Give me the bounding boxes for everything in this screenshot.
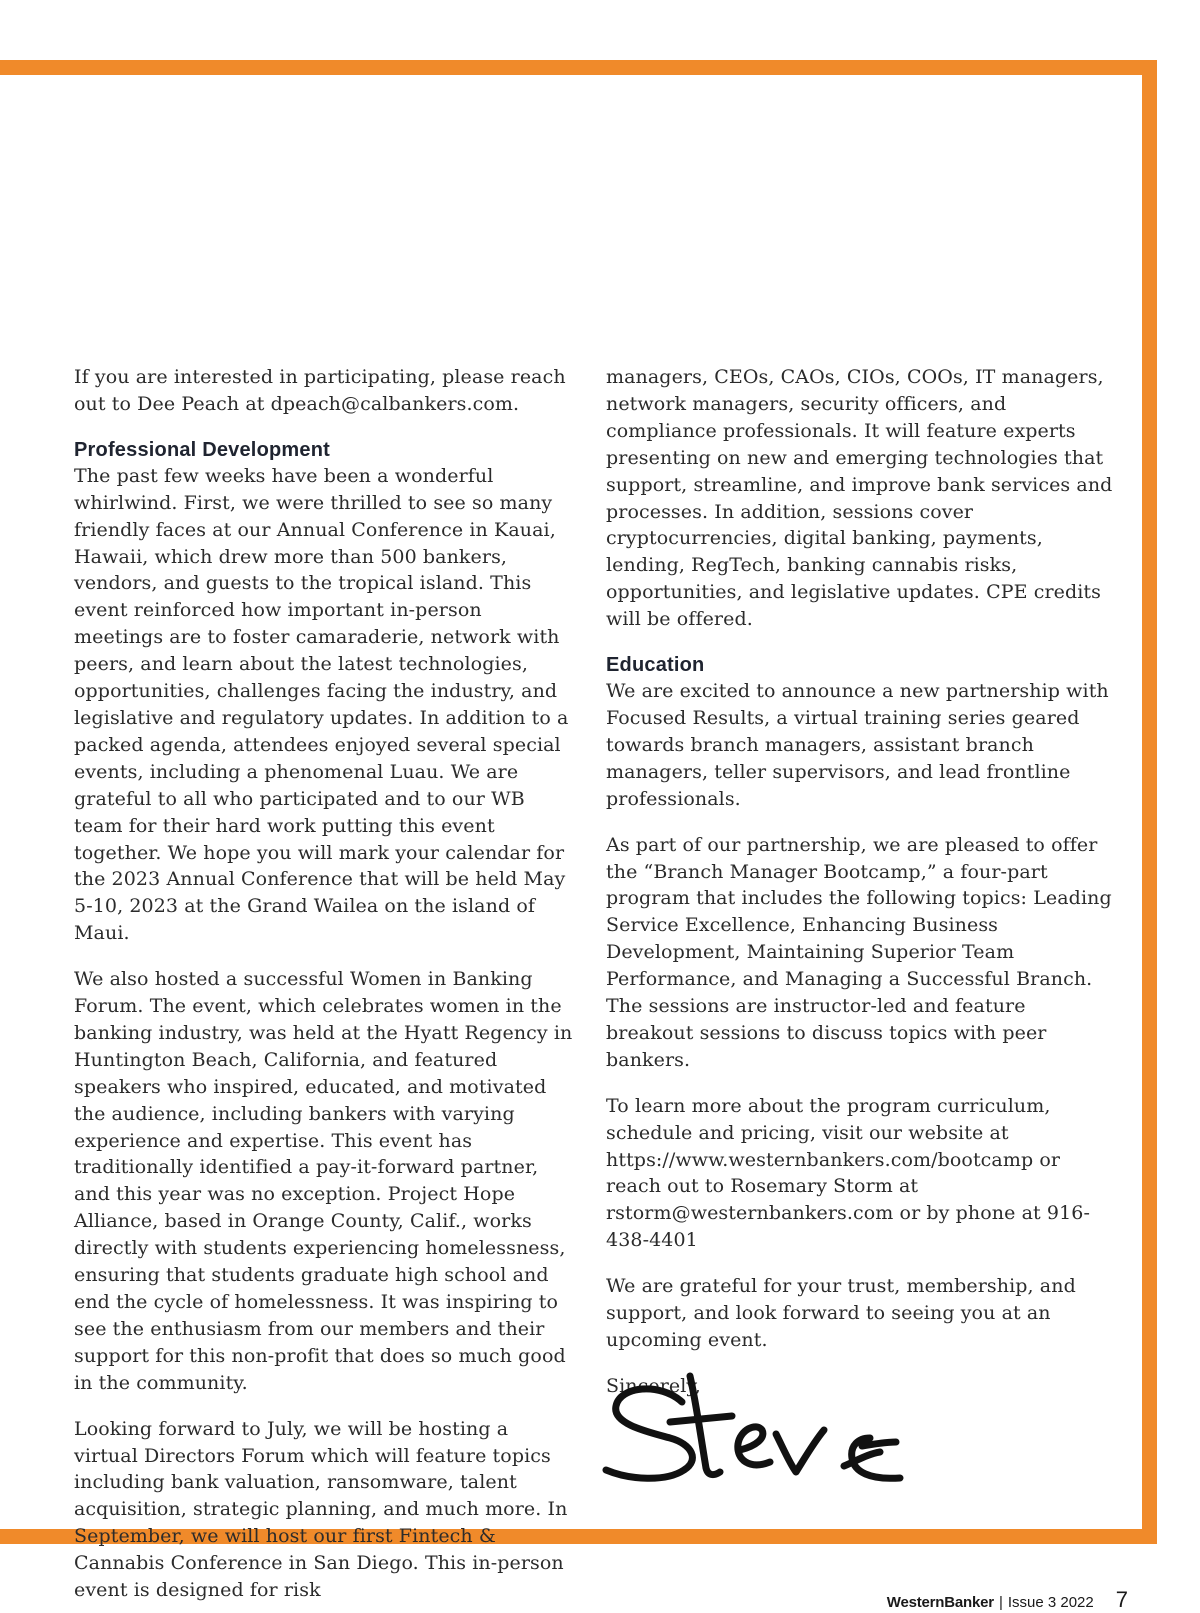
right-column <box>606 364 1114 1419</box>
bootcamp-paragraph: As part of our partnership, we are pleased to offer the “Branch Manager Bootcamp,” a four-part program that includes the following topics: Leading Service Excellence, Enhancing Business Development, Maintaining Superior Team Performance, and Managing a Successful Branch. The sessions are instructor-led and feature breakout sessions to discuss topics with peer bankers. <box>606 833 1112 1071</box>
intro-paragraph: If you are interested in participating, please reach out to Dee Peach at dpeach@calbankers.com. <box>74 366 566 415</box>
footer-separator: | <box>998 1594 1003 1611</box>
left-column <box>74 364 574 1604</box>
looking-forward-paragraph: Looking forward to July, we will be hosting a virtual Directors Forum which will feature topics including bank valuation, ransomware, talent acquisition, strategic planning, and much more. In September, we will host our first Fintech & Cannabis Conference in San Diego. This in-person event is designed for risk <box>74 1417 568 1602</box>
magazine-name: WesternBanker <box>886 1594 994 1611</box>
learn-more-paragraph: To learn more about the program curriculum, schedule and pricing, visit our website at https://www.westernbankers.com/bootcamp or reach out to Rosemary Storm at rstorm@westernbankers.com or by phone at 916-438-4401 <box>606 1094 1090 1252</box>
professional-development-heading: Professional Development <box>74 438 330 461</box>
page-footer <box>887 1587 1128 1613</box>
page-number: 7 <box>1115 1587 1128 1612</box>
education-heading: Education <box>606 654 705 677</box>
signature-steve <box>600 1372 960 1508</box>
partnership-paragraph: We are excited to announce a new partnership with Focused Results, a virtual training series geared towards branch managers, assistant branch managers, teller supervisors, and lead frontline professionals. <box>606 680 1109 810</box>
issue-label: Issue 3 2022 <box>1007 1594 1094 1611</box>
grateful-paragraph: We are grateful for your trust, membership, and support, and look forward to seeing you at an upcoming event. <box>606 1275 1076 1351</box>
orange-frame-right <box>1142 60 1157 1544</box>
closing-text: Sincerely, <box>606 1374 701 1397</box>
women-forum-paragraph: We also hosted a successful Women in Banking Forum. The event, which celebrates women in the banking industry, was held at the Hyatt Regency in Huntington Beach, California, and featured speakers who inspired, educated, and motivated the audience, including bankers with varying experience and expertise. This event has traditionally identified a pay-it-forward partner, and this year was no exception. Project Hope Alliance, based in Orange County, Calif., works directly with students experiencing homelessness, ensuring that students graduate high school and end the cycle of homelessness. It was inspiring to see the enthusiasm from our members and their support for this non-profit that does so much good in the community. <box>74 968 573 1394</box>
conference-paragraph: The past few weeks have been a wonderful whirlwind. First, we were thrilled to see so many friendly faces at our Annual Conference in Kauai, Hawaii, which drew more than 500 bankers, vendors, and guests to the tropical island. This event reinforced how important in-person meetings are to foster camaraderie, network with peers, and learn about the latest technologies, opportunities, challenges facing the industry, and legislative and regulatory updates. In addition to a packed agenda, attendees enjoyed several special events, including a phenomenal Luau. We are grateful to all who participated and to our WB team for their hard work putting this event together. We hope you will mark your calendar for the 2023 Annual Conference that will be held May 5-10, 2023 at the Grand Wailea on the island of Maui. <box>74 464 569 945</box>
continued-paragraph: managers, CEOs, CAOs, CIOs, COOs, IT managers, network managers, security officers, and compliance professionals. It will feature experts presenting on new and emerging technologies that support, streamline, and improve bank services and processes. In addition, sessions cover cryptocurrencies, digital banking, payments, lending, RegTech, banking cannabis risks, opportunities, and legislative updates. CPE credits will be offered. <box>606 366 1113 631</box>
orange-frame-top <box>0 60 1157 75</box>
